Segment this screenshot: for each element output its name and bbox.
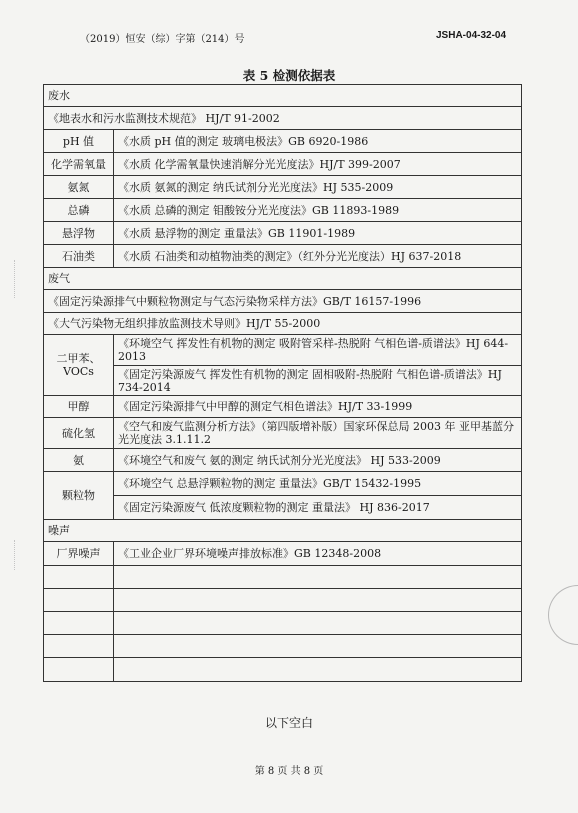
- table-row: [44, 245, 522, 268]
- table-row: [44, 153, 522, 176]
- item-cell: 氨氮: [44, 176, 114, 199]
- item-cell: 硫化氢: [44, 418, 114, 449]
- page-number: 第 8 页 共 8 页: [254, 766, 324, 777]
- item-cell: 二甲苯、VOCs: [44, 335, 114, 396]
- item-cell: 氨: [44, 449, 114, 472]
- table-row: [44, 418, 522, 449]
- empty-row: [44, 612, 522, 635]
- end-of-content-note: 以下空白: [264, 716, 313, 730]
- empty-row: [44, 635, 522, 658]
- table-title: 表 5 检测依据表: [242, 68, 336, 83]
- table-row: [44, 313, 522, 335]
- section-row-water: [44, 85, 522, 107]
- water-general-standard: 《地表水和污水监测技术规范》 HJ/T 91-2002: [44, 107, 522, 130]
- standard-cell: 《固定污染源废气 低浓度颗粒物的测定 重量法》 HJ 836-2017: [114, 496, 522, 520]
- gas-general-standard: 《固定污染源排气中颗粒物测定与气态污染物采样方法》GB/T 16157-1996: [44, 290, 522, 313]
- binding-hole-mark: [14, 260, 23, 298]
- standard-cell: 《水质 总磷的测定 钼酸铵分光光度法》GB 11893-1989: [114, 199, 522, 222]
- section-row-gas: [44, 268, 522, 290]
- standard-cell: 《固定污染源排气中甲醇的测定气相色谱法》HJ/T 33-1999: [114, 396, 522, 418]
- binding-hole-mark: [14, 540, 23, 570]
- section-title-water: 废水: [44, 85, 522, 107]
- table-row: [44, 290, 522, 313]
- table-row: [44, 396, 522, 418]
- table-row: [44, 176, 522, 199]
- standard-cell: 《水质 pH 值的测定 玻璃电极法》GB 6920-1986: [114, 130, 522, 153]
- item-cell: 甲醇: [44, 396, 114, 418]
- standard-cell: 《水质 化学需氧量快速消解分光光度法》HJ/T 399-2007: [114, 153, 522, 176]
- document-number: （2019）恒安（综）字第（214）号: [80, 34, 245, 45]
- table-row: [44, 335, 522, 366]
- seal-stamp: [548, 585, 578, 645]
- item-cell: 化学需氧量: [44, 153, 114, 176]
- table-row: [44, 472, 522, 496]
- standard-cell: 《空气和废气监测分析方法》（第四版增补版）国家环保总局 2003 年 亚甲基蓝分光光度法 3.1.11.2: [114, 418, 522, 449]
- standard-cell: 《水质 悬浮物的测定 重量法》GB 11901-1989: [114, 222, 522, 245]
- item-cell: 厂界噪声: [44, 542, 114, 566]
- item-cell: 悬浮物: [44, 222, 114, 245]
- empty-row: [44, 589, 522, 612]
- empty-row: [44, 658, 522, 682]
- table-row: [44, 107, 522, 130]
- standard-cell: 《工业企业厂界环境噪声排放标准》GB 12348-2008: [114, 542, 522, 566]
- item-cell: 总磷: [44, 199, 114, 222]
- standard-cell: 《环境空气 挥发性有机物的测定 吸附管采样-热脱附 气相色谱-质谱法》HJ 644-2013: [114, 335, 522, 366]
- standard-cell: 《水质 氨氮的测定 纳氏试剂分光光度法》HJ 535-2009: [114, 176, 522, 199]
- table-row: [44, 199, 522, 222]
- item-cell: pH 值: [44, 130, 114, 153]
- gas-general-standard: 《大气污染物无组织排放监测技术导则》HJ/T 55-2000: [44, 313, 522, 335]
- item-cell: 颗粒物: [44, 472, 114, 520]
- standard-cell: 《环境空气和废气 氨的测定 纳氏试剂分光光度法》 HJ 533-2009: [114, 449, 522, 472]
- section-title-gas: 废气: [44, 268, 522, 290]
- table-row: [44, 449, 522, 472]
- table-row: [44, 496, 522, 520]
- testing-basis-table: [43, 84, 522, 682]
- standard-cell: 《环境空气 总悬浮颗粒物的测定 重量法》GB/T 15432-1995: [114, 472, 522, 496]
- table-row: [44, 130, 522, 153]
- item-cell: 石油类: [44, 245, 114, 268]
- table-row: [44, 542, 522, 566]
- empty-row: [44, 566, 522, 589]
- standard-cell: 《水质 石油类和动植物油类的测定》（红外分光光度法）HJ 637-2018: [114, 245, 522, 268]
- report-code: JSHA-04-32-04: [436, 30, 507, 41]
- standard-cell: 《固定污染源废气 挥发性有机物的测定 固相吸附-热脱附 气相色谱-质谱法》HJ 734-2014: [114, 366, 522, 396]
- section-title-noise: 噪声: [44, 520, 522, 542]
- table-row: [44, 222, 522, 245]
- table-row: [44, 366, 522, 396]
- section-row-noise: [44, 520, 522, 542]
